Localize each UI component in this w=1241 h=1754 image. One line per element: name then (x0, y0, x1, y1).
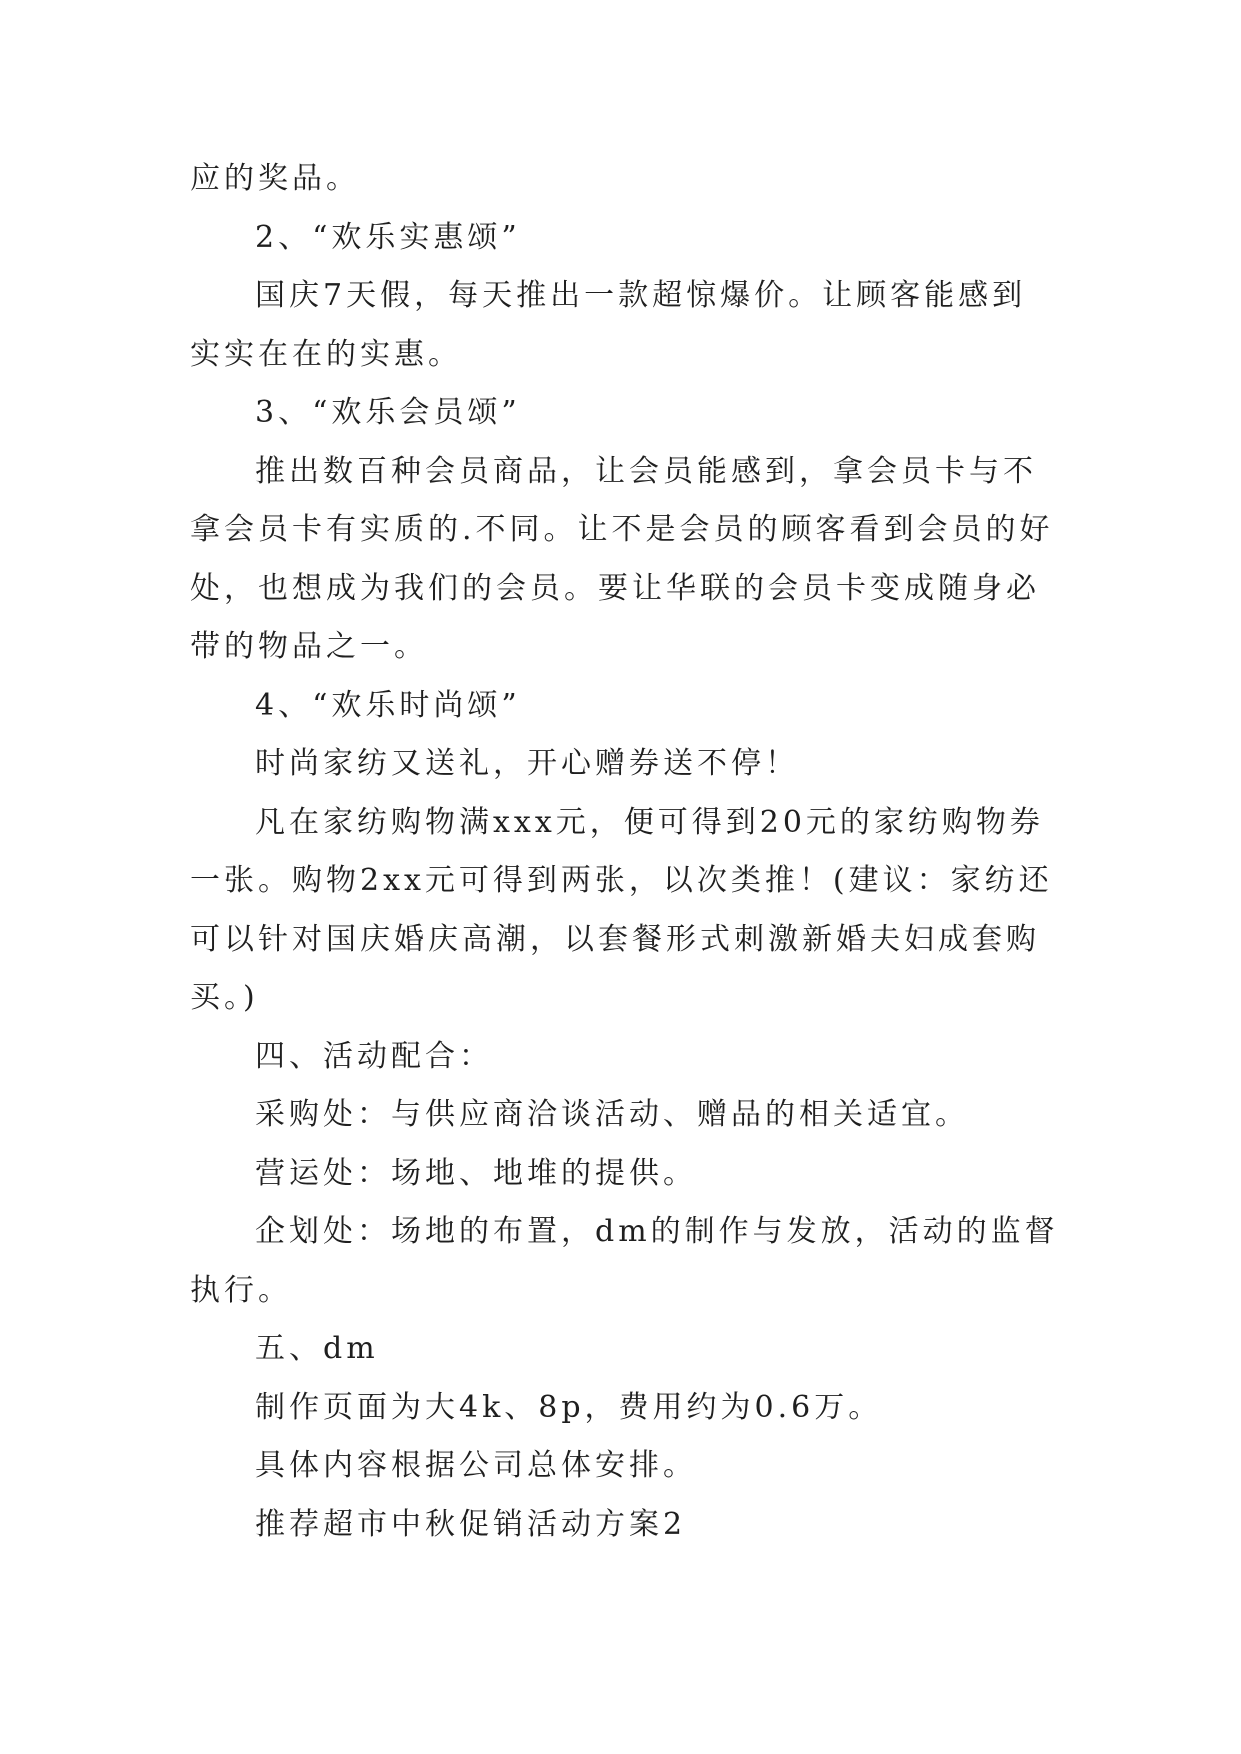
heading-happy-fashion: 4、“欢乐时尚颂” (255, 687, 521, 723)
heading-happy-member: 3、“欢乐会员颂” (255, 395, 521, 430)
paragraph-operations-dept: 营运处：场地、地堆的提供。 (255, 1155, 697, 1191)
paragraph-prize-continuation: 应的奖品。 (190, 161, 360, 196)
heading-next-plan: 推荐超市中秋促销活动方案2 (255, 1506, 687, 1542)
heading-dm: 五、dm (255, 1331, 379, 1366)
paragraph-home-textile-gift: 时尚家纺又送礼，开心赠券送不停！ (255, 746, 799, 781)
paragraph-dm-specs: 制作页面为大4k、8p，费用约为0.6万。 (255, 1389, 883, 1425)
paragraph-national-day-deals: 国庆7天假，每天推出一款超惊爆价。让顾客能感到实实在在的实惠。 (190, 278, 1027, 372)
paragraph-member-goods: 推出数百种会员商品，让会员能感到，拿会员卡与不拿会员卡有实质的.不同。让不是会员的顾客看到会员的好处，也想成为我们的会员。要让华联的会员卡变成随身必带的物品之一。 (190, 453, 1054, 664)
heading-happy-discount: 2、“欢乐实惠颂” (255, 219, 521, 255)
document-page (190, 150, 1060, 1554)
paragraph-purchasing-dept: 采购处：与供应商洽谈活动、赠品的相关适宜。 (255, 1097, 969, 1132)
paragraph-planning-dept: 企划处：场地的布置，dm的制作与发放，活动的监督执行。 (190, 1214, 1059, 1308)
heading-activity-coordination: 四、活动配合： (255, 1038, 493, 1074)
paragraph-content-arrangement: 具体内容根据公司总体安排。 (255, 1448, 697, 1483)
paragraph-coupon-rules: 凡在家纺购物满xxx元，便可得到20元的家纺购物券一张。购物2xx元可得到两张，以次类推！(建议：家纺还可以针对国庆婚庆高潮，以套餐形式刺激新婚夫妇成套购买。) (190, 804, 1053, 1015)
